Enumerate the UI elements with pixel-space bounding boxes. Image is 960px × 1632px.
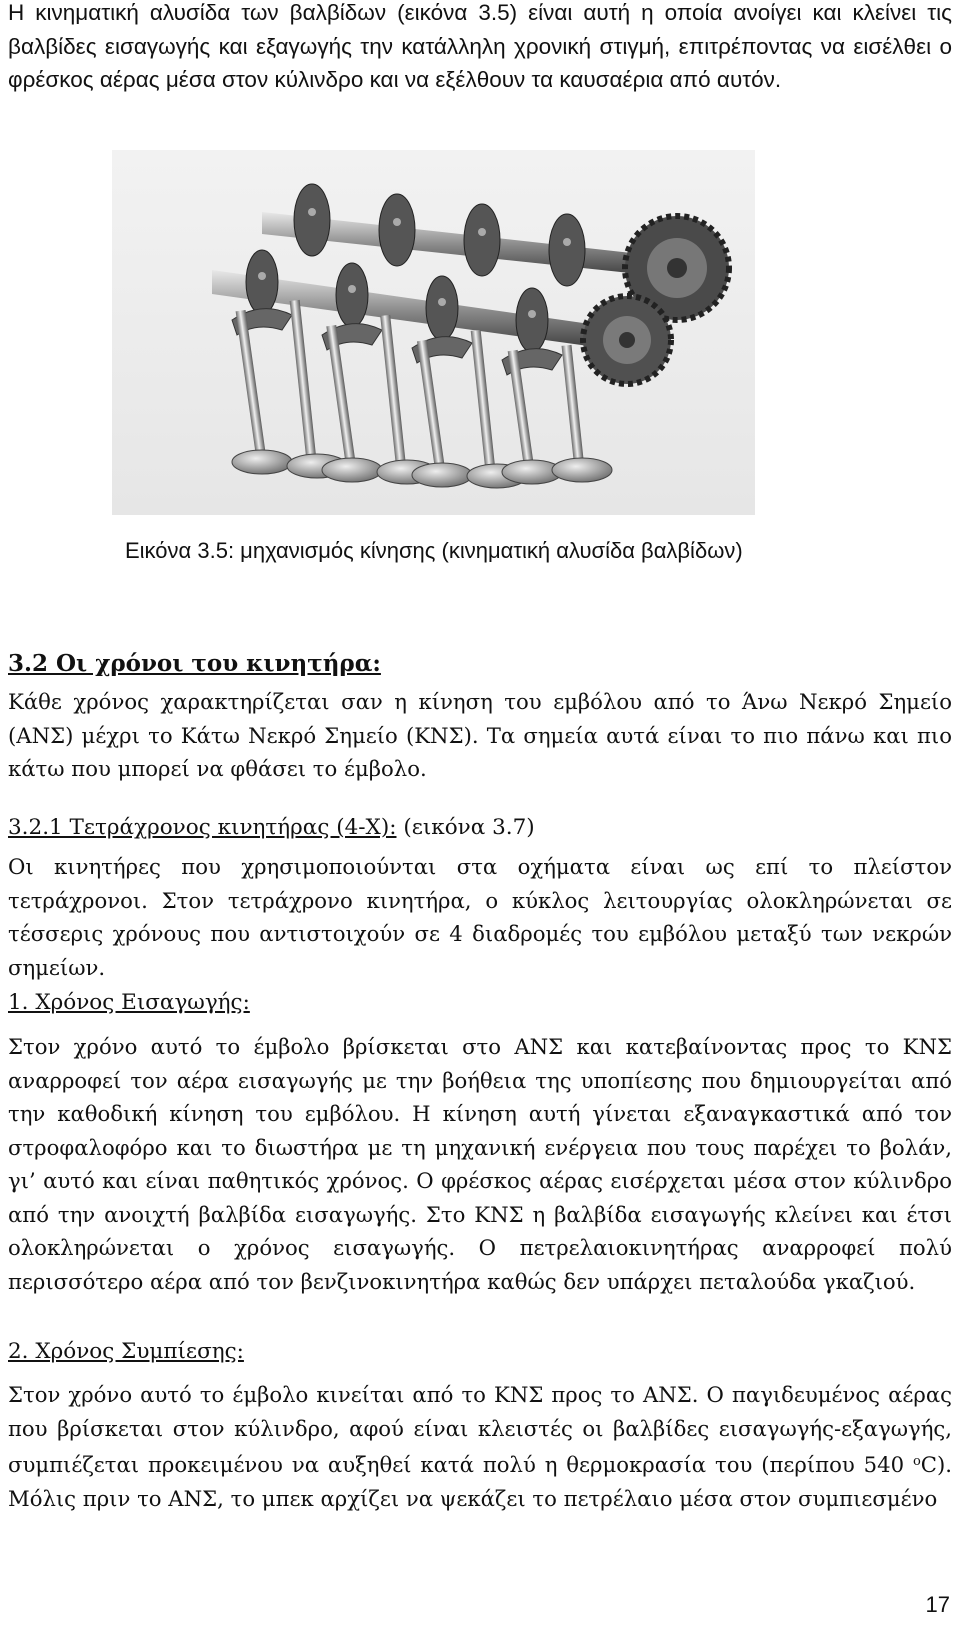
stroke1-heading: 1. Χρόνος Εισαγωγής:: [8, 990, 250, 1015]
subsection-title: 3.2.1 Τετράχρονος κινητήρας (4-Χ):: [8, 815, 397, 840]
stroke2-heading: 2. Χρόνος Συμπίεσης:: [8, 1339, 244, 1364]
stroke2-paragraph: Στον χρόνο αυτό το έμβολο κινείται από το ΚΝΣ προς το ΑΝΣ. Ο παγιδευμένος αέρας που βρίσκεται στον κύλινδρο, αφού είναι κλειστές οι βαλβίδες εισαγωγής-εξαγωγής, συμπιέζεται προκειμένου να αυξηθεί κατά πολύ η θερμοκρασία του (περίπου 540 $^o$C). Μόλις πριν το ΑΝΣ, το μπεκ αρχίζει να ψεκάζει το πετρέλαιο μέσα στον συμπιεσμένο: [8, 1382, 952, 1511]
valve-train-figure: [112, 150, 755, 515]
subsection-figure-ref: (εικόνα 3.7): [396, 815, 535, 840]
figure-caption: Εικόνα 3.5: μηχανισμός κίνησης (κινηματική αλυσίδα βαλβίδων): [125, 538, 743, 563]
subsection-heading: [8, 815, 952, 840]
intro-paragraph: Η κινηματική αλυσίδα των βαλβίδων (εικόνα 3.5) είναι αυτή η οποία ανοίγει και κλείνει τις βαλβίδες εισαγωγής και εξαγωγής την κατάλληλη χρονική στιγμή, επιτρέποντας να εισέλθει ο φρέσκος αέρας μέσα στον κύλινδρο και να εξέλθουν τα καυσαέρια από αυτόν.: [8, 0, 952, 92]
section-paragraph: Κάθε χρόνος χαρακτηρίζεται σαν η κίνηση του εμβόλου από το Άνω Νεκρό Σημείο (ΑΝΣ) μέχρι το Κάτω Νεκρό Σημείο (ΚΝΣ). Τα σημεία αυτά είναι το πιο πάνω και πιο κάτω που μπορεί να φθάσει το έμβολο.: [8, 689, 952, 781]
page-number: 17: [925, 1592, 950, 1617]
subsection-paragraph: Οι κινητήρες που χρησιμοποιούνται στα οχήματα είναι ως επί το πλείστον τετράχρονοι. Στον τετράχρονο κινητήρα, ο κύκλος λειτουργίας ολοκληρώνεται σε τέσσερις χρόνους που αντιστοιχούν σε 4 διαδρομές του εμβόλου μεταξύ των νεκρών σημείων.: [8, 854, 952, 980]
stroke1-paragraph: Στον χρόνο αυτό το έμβολο βρίσκεται στο ΑΝΣ και κατεβαίνοντας προς το ΚΝΣ αναρροφεί τον αέρα εισαγωγής με την βοήθεια της υποπίεσης που δημιουργείται από την καθοδική κίνηση του εμβόλου. Η κίνηση αυτή γίνεται εξαναγκαστικά από τον στροφαλοφόρο και το διωστήρα με τη μηχανική ενέργεια που τους παρέχει το βολάν, γι’ αυτό και είναι παθητικός χρόνος. Ο φρέσκος αέρας εισέρχεται μέσα στον κύλινδρο από την ανοιχτή βαλβίδα εισαγωγής. Στο ΚΝΣ η βαλβίδα εισαγωγής κλείνει και έτσι ολοκληρώνεται ο χρόνος εισαγωγής. Ο πετρελαιοκινητήρας αναρροφεί πολύ περισσότερο αέρα από τον βενζινοκινητήρα καθώς δεν υπάρχει πεταλούδα γκαζιού.: [8, 1034, 952, 1294]
section-heading: 3.2 Οι χρόνοι του κινητήρα:: [8, 650, 381, 677]
